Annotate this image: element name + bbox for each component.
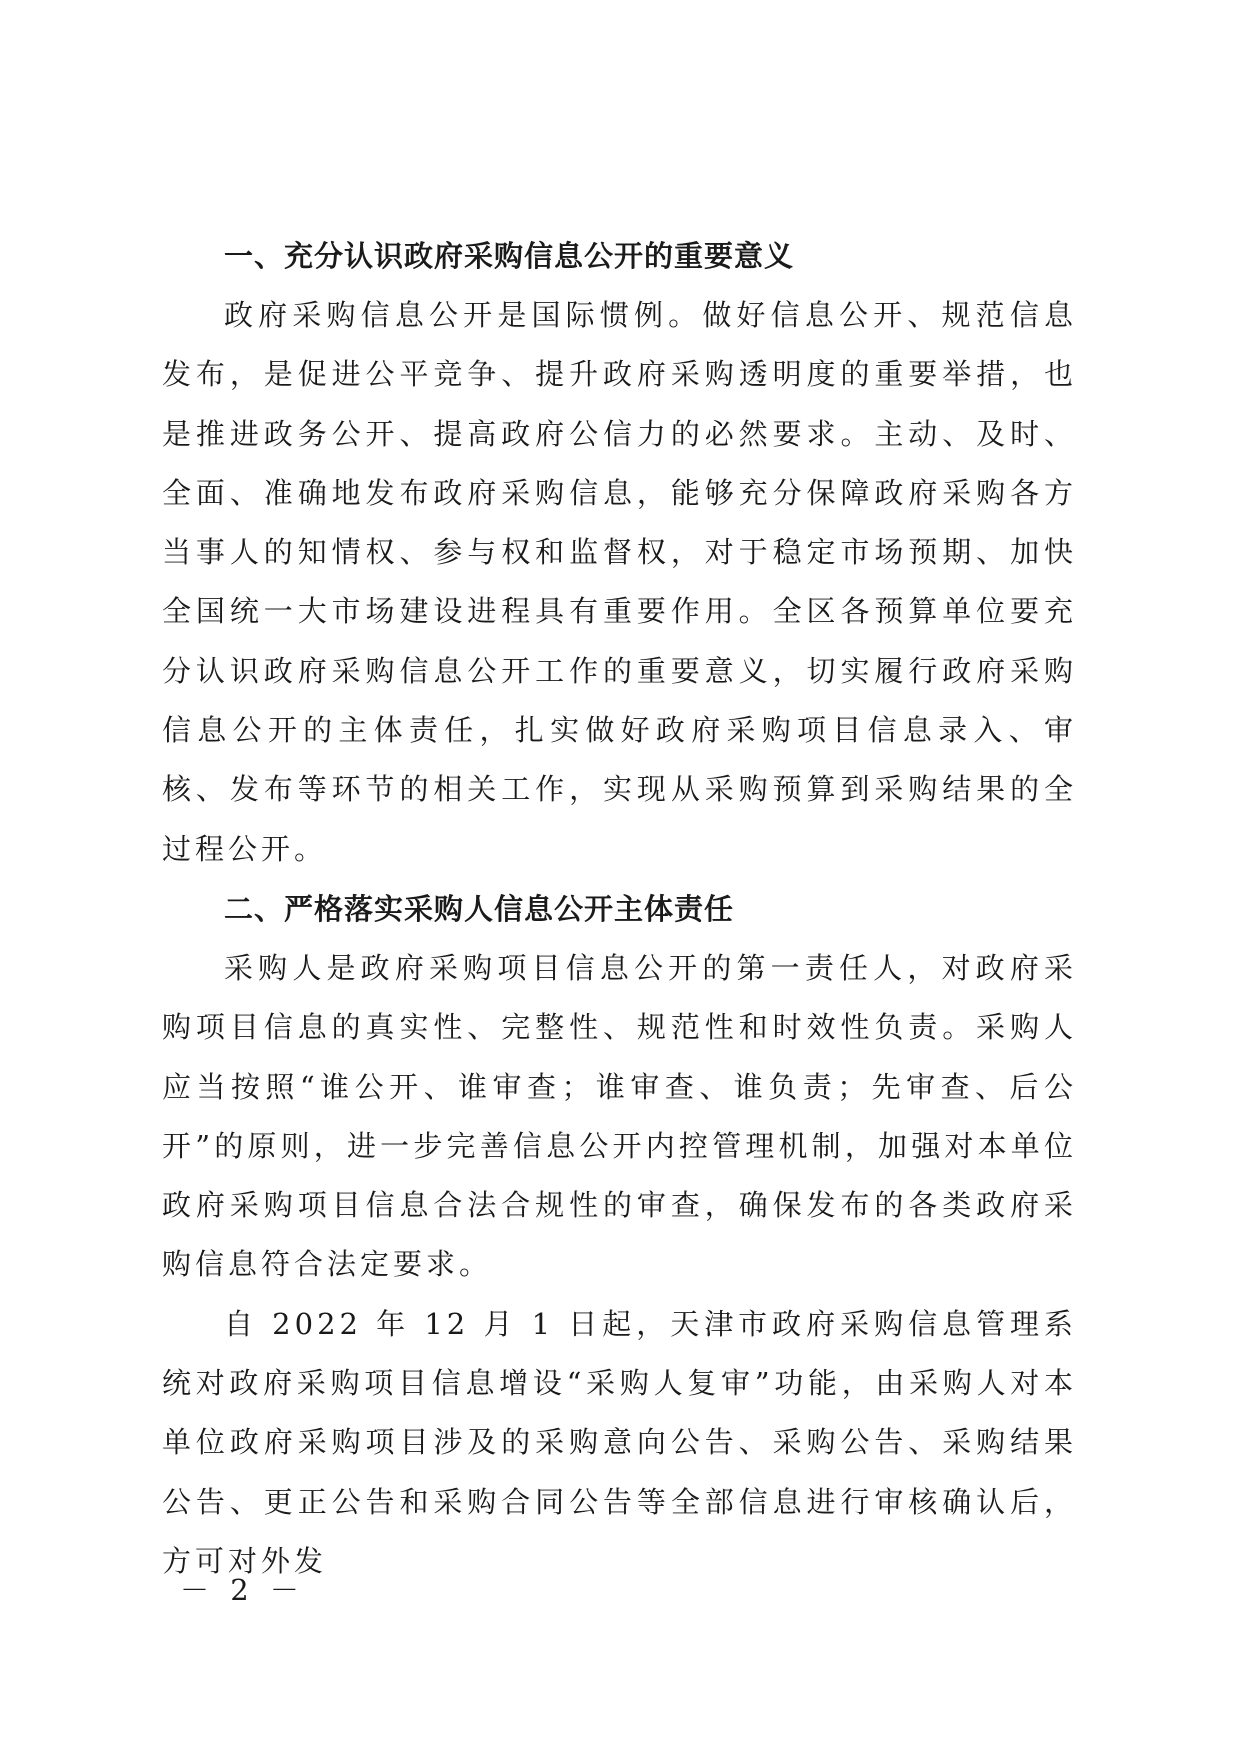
section-1-heading: 一、充分认识政府采购信息公开的重要意义 [224,239,795,273]
page-number: － 2 － [180,1573,305,1607]
section-2-paragraph-1: 采购人是政府采购项目信息公开的第一责任人，对政府采购项目信息的真实性、完整性、规范性和时效性负责。采购人应当按照“谁公开、谁审查；谁审查、谁负责；先审查、后公开”的原则，进一步完善信息公开内控管理机制，加强对本单位政府采购项目信息合法合规性的审查，确保发布的各类政府采购信息符合法定要求。 [162,950,1077,1282]
section-1-paragraph: 政府采购信息公开是国际惯例。做好信息公开、规范信息发布，是促进公平竞争、提升政府采购透明度的重要举措，也是推进政务公开、提高政府公信力的必然要求。主动、及时、全面、准确地发布政府采购信息，能够充分保障政府采购各方当事人的知情权、参与权和监督权，对于稳定市场预期、加快全国统一大市场建设进程具有重要作用。全区各预算单位要充分认识政府采购信息公开工作的重要意义，切实履行政府采购信息公开的主体责任，扎实做好政府采购项目信息录入、审核、发布等环节的相关工作，实现从采购预算到采购结果的全过程公开。 [162,298,1077,866]
section-2-heading: 二、严格落实采购人信息公开主体责任 [224,891,735,926]
document-body [162,226,1077,1591]
section-2-paragraph-2: 自 2022 年 12 月 1 日起，天津市政府采购信息管理系统对政府采购项目信息增设“采购人复审”功能，由采购人对本单位政府采购项目涉及的采购意向公告、采购公告、采购结果公告、更正公告和采购合同公告等全部信息进行审核确认后，方可对外发 [162,1306,1077,1578]
